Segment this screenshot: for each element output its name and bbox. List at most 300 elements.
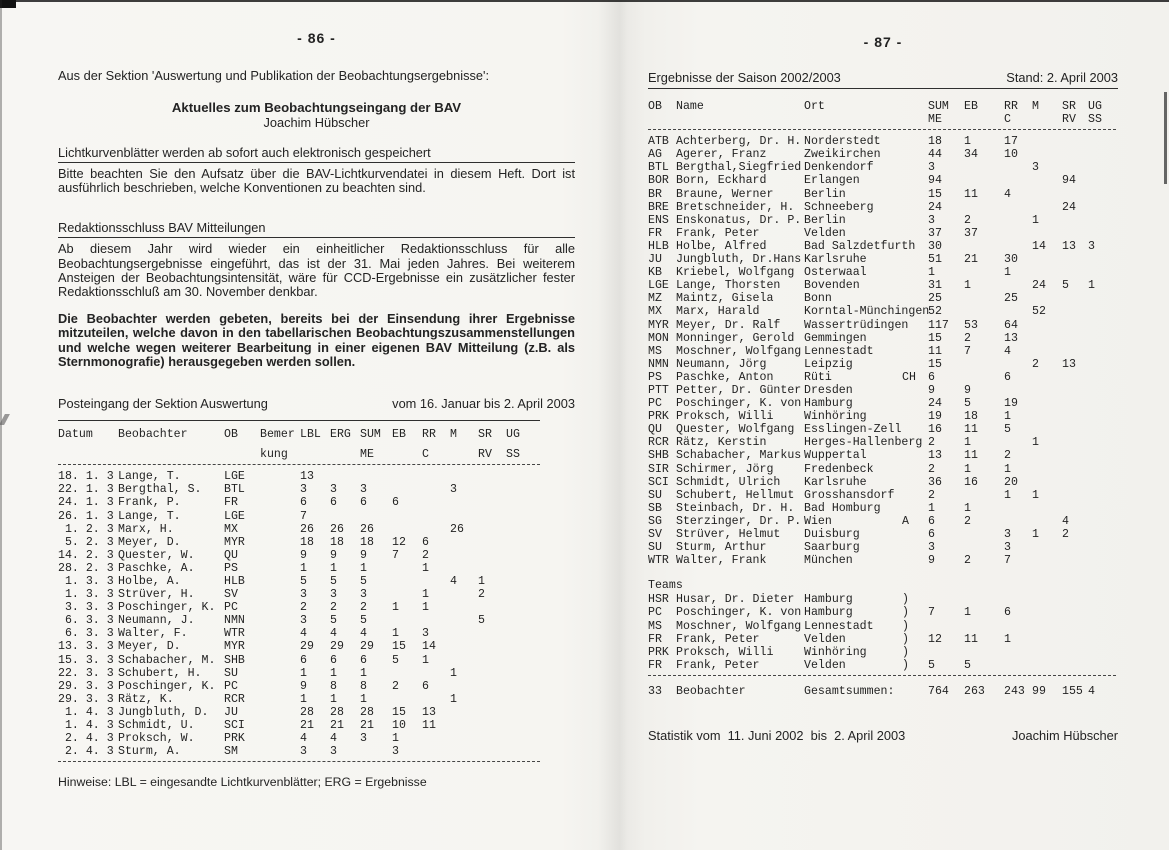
col-header-me: ME	[928, 113, 942, 127]
cell-erg	[330, 470, 360, 483]
cell-lbl: 3	[300, 745, 307, 759]
cell-datum: 1. 2. 3	[58, 522, 114, 536]
cell-ort: Berlin	[804, 213, 846, 227]
cell-m: 2	[1032, 357, 1039, 371]
cell-datum: 1. 3. 3	[58, 574, 114, 588]
cell-rr-c: 19	[1004, 397, 1018, 411]
cell-m: 1	[1032, 488, 1039, 502]
cell-sum-me	[928, 593, 964, 606]
cell-rr-c	[422, 510, 450, 523]
cell-ug-ss	[506, 588, 540, 601]
article-author: Joachim Hübscher	[263, 114, 370, 130]
cell-team-bracket: )	[902, 645, 909, 659]
observer-row	[648, 240, 1116, 253]
cell-ob: MS	[648, 344, 662, 358]
col-header-rr: RR	[1004, 100, 1018, 113]
cell-rr-c: 2	[422, 548, 429, 562]
cell-rr-c	[422, 575, 450, 588]
cell-m	[450, 706, 478, 719]
cell-erg: 29	[330, 640, 344, 654]
cell-erg: 21	[330, 719, 344, 732]
cell-sum-me: 9	[928, 554, 935, 568]
cell-eb: 12	[392, 535, 406, 549]
cell-ob: PRK	[224, 732, 245, 746]
cell-sr-rv: 13	[1062, 239, 1076, 253]
cell-sum-me: 2	[928, 488, 935, 502]
col-header-sr: SR	[1062, 100, 1076, 113]
cell-rr-c: 6	[422, 679, 429, 693]
header-separator	[58, 461, 540, 470]
cell-ob: PC	[224, 601, 238, 615]
cell-name: Meyer, Dr. Ralf	[676, 318, 781, 332]
cell-sr-rv	[1062, 345, 1088, 358]
cell-rr-c	[1004, 227, 1032, 240]
cell-m: 1	[1032, 213, 1039, 227]
cell-eb: 7	[964, 344, 971, 358]
cell-rr-c: 1	[422, 588, 429, 602]
cell-ob: QU	[648, 423, 662, 437]
cell-bemerkung	[260, 719, 300, 732]
page-86	[58, 30, 575, 789]
cell-ob: MX	[648, 305, 662, 319]
cell-ort: Fredenbeck	[804, 462, 874, 476]
cell-sum-me: 12	[928, 632, 942, 646]
cell-datum: 22. 1. 3	[58, 483, 114, 497]
cell-eb	[964, 646, 1004, 659]
cell-sum-me: 28	[360, 705, 374, 719]
cell-name: Proksch, Willi	[676, 645, 774, 659]
cell-m: 4	[450, 574, 457, 588]
cell-team-bracket: )	[902, 632, 909, 646]
cell-country: A	[902, 514, 909, 528]
cell-ug-ss	[506, 693, 540, 706]
results-header-row-1	[648, 100, 1116, 113]
cell-m: 3	[450, 483, 457, 497]
cell-bemerkung	[260, 483, 300, 496]
cell-beobachter: Sturm, A.	[118, 745, 181, 759]
cell-rr-c: 11	[422, 719, 436, 732]
cell-rr-c	[1004, 305, 1032, 318]
cell-ug-ss	[1088, 332, 1116, 345]
cell-ug-ss	[1088, 148, 1116, 161]
cell-ort: Karlsruhe	[804, 475, 867, 489]
cell-ug-ss	[1088, 515, 1116, 528]
cell-erg: 9	[330, 548, 337, 562]
cell-eb: 2	[964, 213, 971, 227]
cell-ort: Norderstedt	[804, 135, 881, 149]
cell-sum-me: 51	[928, 253, 942, 267]
results-table	[648, 100, 1116, 698]
cell-m	[1032, 292, 1062, 305]
cell-country	[902, 188, 928, 201]
cell-eb: 1	[964, 462, 971, 476]
table-footnote: Hinweise: LBL = eingesandte Lichtkurvenblätter; ERG = Ergebnisse	[58, 775, 427, 790]
cell-ug-ss	[506, 549, 540, 562]
cell-erg: 1	[330, 666, 337, 680]
cell-datum: 18. 1. 3	[58, 470, 114, 484]
cell-ob: FR	[648, 226, 662, 240]
cell-ug-ss	[506, 601, 540, 614]
col-header-c: C	[422, 448, 429, 462]
cell-rr-c: 10	[1004, 148, 1018, 162]
posteingang-row	[58, 601, 540, 614]
cell-eb: 5	[964, 397, 971, 411]
observer-row	[648, 541, 1116, 554]
cell-bemerkung	[260, 706, 300, 719]
cell-rr-c: 1	[1004, 266, 1011, 280]
cell-lbl: 21	[300, 719, 314, 732]
cell-ug-ss	[1088, 541, 1116, 554]
cell-sr-rv	[1062, 371, 1088, 384]
cell-ort: Bonn	[804, 292, 832, 306]
cell-ob: HSR	[648, 593, 669, 607]
cell-eb	[964, 489, 1004, 502]
cell-ort: Lennestadt	[804, 619, 874, 633]
cell-eb: 11	[964, 449, 978, 463]
cell-lbl: 6	[300, 653, 307, 667]
cell-sum-me: 8	[360, 679, 367, 693]
cell-ug-ss	[506, 483, 540, 496]
cell-sr-rv	[1062, 489, 1088, 502]
cell-ug-ss	[506, 667, 540, 680]
cell-ort: Hamburg	[804, 606, 853, 620]
cell-ob: BTL	[648, 161, 669, 175]
cell-ug-ss	[506, 523, 540, 536]
cell-ug-ss	[506, 745, 540, 758]
cell-name: Braune, Werner	[676, 187, 774, 201]
cell-eb	[964, 620, 1004, 633]
cell-rr-c: 4	[1004, 187, 1011, 201]
cell-ob: BRE	[648, 200, 669, 214]
cell-eb: 2	[392, 679, 399, 693]
cell-ug-ss	[506, 627, 540, 640]
cell-rr-c	[1004, 620, 1032, 633]
cell-bemerkung	[260, 470, 300, 483]
cell-sr-rv	[478, 667, 506, 680]
cell-country	[902, 345, 928, 358]
cell-sr-rv	[478, 536, 506, 549]
cell-lbl: 1	[300, 561, 307, 575]
cell-ob: RCR	[224, 692, 245, 706]
cell-eb	[392, 667, 422, 680]
team-row	[648, 633, 1116, 646]
cell-m	[450, 510, 478, 523]
col-header-ug: UG	[1088, 100, 1102, 113]
cell-sr-rv	[1062, 266, 1088, 279]
cell-sum-me: 3	[928, 161, 935, 175]
cell-name: Schirmer, Jörg	[676, 462, 774, 476]
cell-bemerkung	[260, 667, 300, 680]
cell-rr-c	[1004, 161, 1032, 174]
cell-m	[450, 719, 478, 732]
cell-ob: SU	[648, 488, 662, 502]
cell-sr-rv	[1062, 148, 1088, 161]
cell-erg: 1	[330, 561, 337, 575]
cell-ob: PTT	[648, 383, 669, 397]
observer-row	[648, 358, 1116, 371]
cell-datum: 1. 4. 3	[58, 719, 114, 732]
cell-m	[450, 732, 478, 745]
posteingang-caption: Posteingang der Sektion Auswertung	[58, 396, 268, 412]
cell-ob: NMN	[224, 614, 245, 628]
cell-ug-ss: 1	[1088, 279, 1095, 293]
cell-m	[1032, 384, 1062, 397]
cell-ob: RCR	[648, 436, 669, 450]
cell-eb: 18	[964, 410, 978, 424]
cell-name: Steinbach, Dr. H.	[676, 501, 795, 515]
cell-ug-ss	[506, 719, 540, 732]
cell-eb	[392, 588, 422, 601]
cell-ort: Rüti	[804, 370, 832, 384]
cell-erg: 3	[330, 483, 337, 497]
posteingang-row	[58, 719, 540, 732]
cell-m	[1032, 332, 1062, 345]
observer-row	[648, 332, 1116, 345]
cell-rr-c: 5	[1004, 423, 1011, 437]
cell-erg: 4	[330, 732, 337, 746]
cell-sr-rv	[1062, 319, 1088, 332]
col-header-rr: RR	[422, 428, 436, 442]
cell-sr-rv: 94	[1062, 174, 1076, 188]
cell-ug-ss	[1088, 476, 1116, 489]
cell-beobachter: Schabacher, M.	[118, 653, 216, 667]
cell-eb	[964, 161, 1004, 174]
cell-rr-c: 3	[1004, 541, 1011, 555]
cell-ug-ss	[1088, 528, 1116, 541]
cell-country	[902, 449, 928, 462]
cell-sr-rv	[1062, 436, 1088, 449]
cell-sum-me: 25	[928, 292, 942, 306]
cell-sr-rv: 2	[478, 588, 485, 602]
cell-name: Born, Eckhard	[676, 174, 767, 188]
cell-eb: 34	[964, 148, 978, 162]
cell-ort: Bad Homburg	[804, 501, 881, 515]
cell-name: Poschinger, K. von	[676, 606, 802, 620]
cell-ug-ss	[1088, 214, 1116, 227]
posteingang-row	[58, 483, 540, 496]
section-heading-redaktionsschluss: Redaktionsschluss BAV Mitteilungen	[58, 220, 575, 238]
cell-name: Frank, Peter	[676, 658, 760, 672]
col-header-ug: UG	[506, 428, 520, 442]
cell-eb	[964, 541, 1004, 554]
cell-m: 14	[1032, 239, 1046, 253]
cell-sr-rv	[478, 483, 506, 496]
cell-sum-me: 5	[360, 574, 367, 588]
cell-m	[1032, 449, 1062, 462]
cell-sr-rv	[478, 693, 506, 706]
cell-bemerkung	[260, 732, 300, 745]
cell-ug-ss	[506, 510, 540, 523]
cell-sr-rv	[478, 562, 506, 575]
cell-rr-c: 13	[1004, 331, 1018, 345]
cell-ob: SB	[648, 501, 662, 515]
cell-m	[1032, 201, 1062, 214]
cell-eb	[392, 523, 422, 536]
cell-bemerkung	[260, 601, 300, 614]
cell-lbl: 2	[300, 601, 307, 615]
cell-lbl: 13	[300, 470, 314, 484]
cell-total-sr: 155	[1062, 684, 1083, 698]
cell-datum: 15. 3. 3	[58, 653, 114, 667]
cell-ob: BOR	[648, 174, 669, 188]
cell-eb: 5	[964, 658, 971, 672]
cell-m	[1032, 345, 1062, 358]
cell-ob: HLB	[224, 574, 245, 588]
cell-rr-c: 17	[1004, 135, 1018, 149]
col-header-ss: SS	[506, 448, 520, 462]
cell-eb: 9	[964, 383, 971, 397]
cell-name: Quester, Wolfgang	[676, 423, 795, 437]
cell-rr-c	[422, 667, 450, 680]
cell-eb: 2	[964, 331, 971, 345]
cell-ort: Wassertrüdingen	[804, 318, 909, 332]
cell-sum-me: 44	[928, 148, 942, 162]
cell-eb: 1	[392, 732, 399, 746]
cell-eb: 2	[964, 554, 971, 568]
col-header-name: Name	[676, 100, 704, 113]
cell-sum-me: 3	[928, 213, 935, 227]
cell-m	[450, 627, 478, 640]
cell-m: 1	[1032, 528, 1039, 541]
cell-eb	[964, 528, 1004, 541]
cell-sum-me: 117	[928, 318, 949, 332]
cell-ort: Esslingen-Zell	[804, 423, 902, 437]
cell-rr-c	[1004, 358, 1032, 371]
cell-eb: 11	[964, 187, 978, 201]
posteingang-row	[58, 745, 540, 758]
cell-country	[902, 332, 928, 345]
cell-country	[902, 227, 928, 240]
cell-datum: 5. 2. 3	[58, 535, 114, 549]
cell-lbl: 1	[300, 666, 307, 680]
cell-sr-rv	[478, 745, 506, 758]
cell-ob: ENS	[648, 213, 669, 227]
cell-country	[902, 463, 928, 476]
cell-ob: SU	[224, 666, 238, 680]
cell-datum: 28. 2. 3	[58, 561, 114, 575]
cell-eb	[964, 201, 1004, 214]
cell-ob: PS	[648, 370, 662, 384]
cell-country	[902, 292, 928, 305]
cell-sum-me: 52	[928, 305, 942, 319]
cell-ug-ss	[1088, 227, 1116, 240]
cell-rr-c: 1	[422, 561, 429, 575]
cell-ort: Berlin	[804, 187, 846, 201]
cell-rr-c: 20	[1004, 475, 1018, 489]
cell-datum: 2. 4. 3	[58, 732, 114, 746]
cell-name: Enskonatus, Dr. P.	[676, 213, 802, 227]
cell-ug-ss: 3	[1088, 239, 1095, 253]
cell-sum-me: 1	[928, 266, 935, 280]
cell-lbl: 4	[300, 732, 307, 746]
cell-name: Schabacher, Markus	[676, 449, 802, 463]
cell-eb: 3	[392, 745, 399, 759]
cell-ug-ss	[1088, 305, 1116, 318]
cell-ob: QU	[224, 548, 238, 562]
cell-sr-rv	[1062, 332, 1088, 345]
cell-lbl: 7	[300, 509, 307, 523]
col-header-ss: SS	[1088, 113, 1102, 127]
posteingang-row	[58, 654, 540, 667]
page-fold-shadow	[598, 0, 646, 850]
cell-ob: SG	[648, 514, 662, 528]
cell-ob: MZ	[648, 292, 662, 306]
cell-datum: 6. 3. 3	[58, 614, 114, 628]
cell-ort: Denkendorf	[804, 161, 874, 175]
cell-ug-ss	[506, 706, 540, 719]
cell-sr-rv	[1062, 214, 1088, 227]
cell-ob: HLB	[648, 239, 669, 253]
observer-row	[648, 188, 1116, 201]
cell-sr-rv	[1062, 502, 1088, 515]
cell-total-sum: 764	[928, 684, 949, 698]
posteingang-row	[58, 680, 540, 693]
cell-country	[902, 161, 928, 174]
cell-observer-label: Beobachter	[676, 684, 746, 698]
cell-rr-c: 4	[1004, 344, 1011, 358]
cell-country	[902, 397, 928, 410]
cell-erg: 2	[330, 601, 337, 615]
cell-eb: 1	[964, 135, 971, 149]
cell-rr-c	[422, 470, 450, 483]
cell-rr-c	[1004, 646, 1032, 659]
cell-eb: 6	[392, 496, 399, 510]
cell-rr-c: 25	[1004, 292, 1018, 306]
cell-name: Bergthal,Siegfried	[676, 161, 802, 175]
cell-country: CH	[902, 370, 916, 384]
col-header-c: C	[1004, 113, 1011, 127]
cell-m	[1032, 174, 1062, 187]
cell-ug-ss	[506, 614, 540, 627]
cell-name: Frank, Peter	[676, 226, 760, 240]
cell-name: Bretschneider, H.	[676, 200, 795, 214]
team-row	[648, 606, 1116, 619]
cell-ob: SM	[224, 745, 238, 759]
observer-row	[648, 161, 1116, 174]
cell-team-bracket: )	[902, 619, 909, 633]
cell-eb	[392, 562, 422, 575]
statistik-footer-row	[648, 728, 1118, 743]
cell-lbl: 4	[300, 627, 307, 641]
team-row	[648, 620, 1116, 633]
posteingang-caption-row	[58, 396, 575, 411]
cell-sum-me: 3	[360, 483, 367, 497]
posteingang-row	[58, 732, 540, 745]
cell-sum-me: 6	[928, 370, 935, 384]
cell-ug-ss	[506, 536, 540, 549]
cell-country	[902, 135, 928, 148]
posteingang-row	[58, 588, 540, 601]
cell-m	[1032, 227, 1062, 240]
posteingang-row	[58, 667, 540, 680]
cell-ob: SHB	[224, 653, 245, 667]
cell-eb: 1	[964, 501, 971, 515]
cell-bemerkung	[260, 680, 300, 693]
observer-row	[648, 410, 1116, 423]
cell-sr-rv	[478, 549, 506, 562]
cell-rr-c	[1004, 214, 1032, 227]
scan-artifact-left-edge	[0, 0, 2, 850]
cell-sum-me: 18	[360, 535, 374, 549]
cell-rr-c	[422, 614, 450, 627]
scan-artifact-top-edge	[0, 0, 1169, 2]
teams-heading-row	[648, 567, 1116, 593]
cell-sum-me: 18	[928, 135, 942, 149]
cell-rr-c	[1004, 384, 1032, 397]
cell-ort: Hamburg	[804, 397, 853, 411]
cell-beobachter: Neumann, J.	[118, 614, 195, 628]
cell-ort: Hamburg	[804, 593, 853, 607]
